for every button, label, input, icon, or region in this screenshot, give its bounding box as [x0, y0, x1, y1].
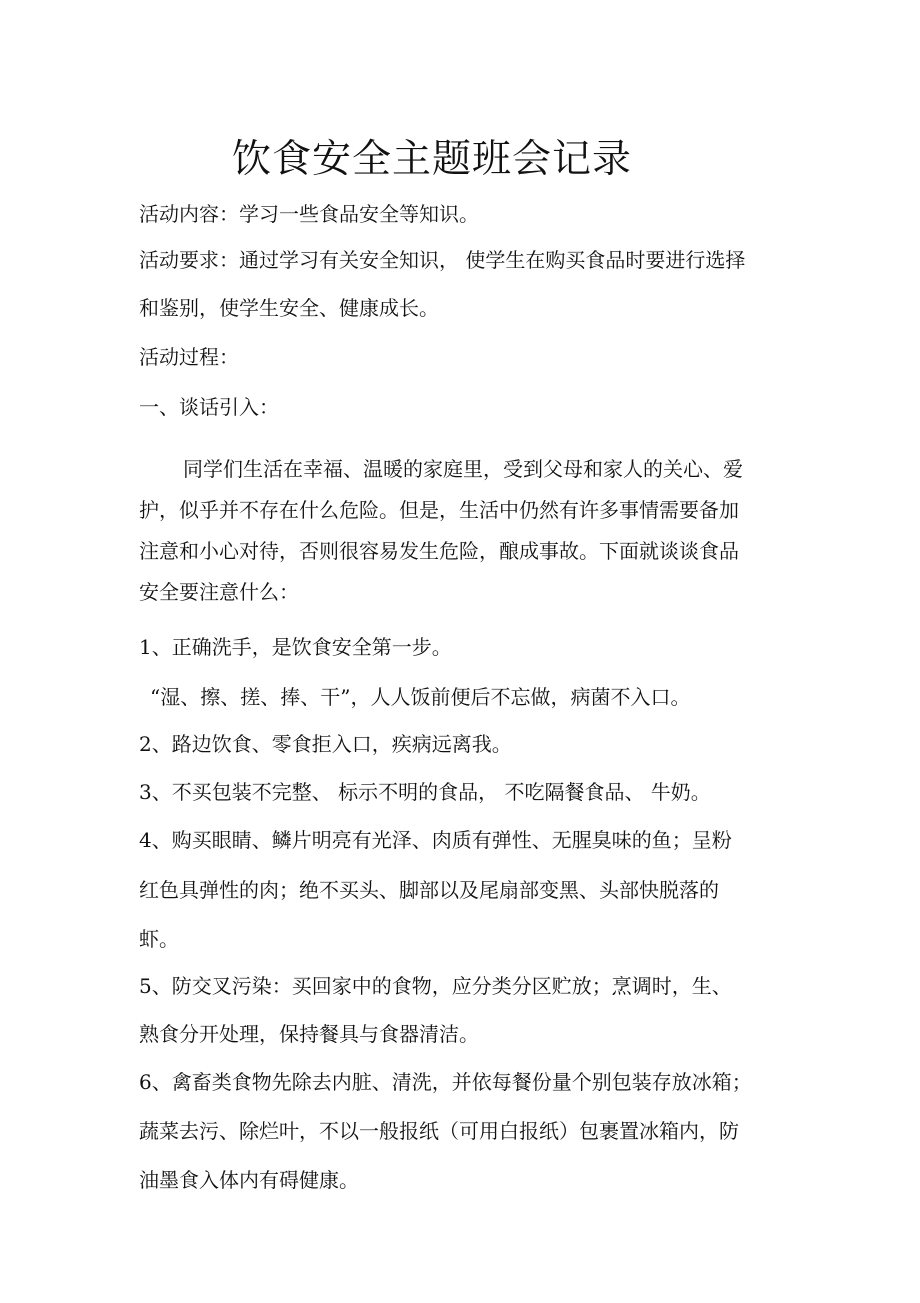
- item-6-line-3: 油墨食入体内有碍健康。: [139, 1168, 359, 1192]
- item-2: 2、路边饮食、零食拒入口，疾病远离我。: [139, 732, 512, 756]
- intro-paragraph-line-3: 注意和小心对待，否则很容易发生危险，酿成事故。下面就谈谈食品: [139, 539, 739, 563]
- item-6-line-1: 6、禽畜类食物先除去内脏、清洗，并依每餐份量个别包装存放冰箱；: [139, 1070, 752, 1094]
- activity-process-heading: 活动过程：: [139, 345, 239, 369]
- item-4-line-3: 虾。: [139, 927, 179, 951]
- activity-requirement-line-1: 活动要求：通过学习有关安全知识， 使学生在购买食品时要进行选择: [139, 248, 746, 272]
- section-1-heading: 一、谈话引入：: [139, 395, 279, 419]
- item-4-line-2: 红色具弹性的肉；绝不买头、脚部以及尾扇部变黑、头部快脱落的: [139, 878, 719, 902]
- item-5-line-1: 5、防交叉污染：买回家中的食物，应分类分区贮放；烹调时，生、: [139, 974, 732, 998]
- document-title: 饮食安全主题班会记录: [232, 137, 633, 182]
- item-1-detail: “湿、擦、搓、捧、干”，人人饭前便后不忘做，病菌不入口。: [150, 685, 691, 709]
- activity-content-line: 活动内容：学习一些食品安全等知识。: [139, 202, 479, 226]
- item-1: 1、正确洗手，是饮食安全第一步。: [139, 635, 452, 659]
- intro-paragraph-line-4: 安全要注意什么：: [139, 580, 299, 604]
- intro-paragraph-line-1: 同学们生活在幸福、温暖的家庭里，受到父母和家人的关心、爱: [183, 457, 743, 481]
- intro-paragraph-line-2: 护，似乎并不存在什么危险。但是，生活中仍然有许多事情需要备加: [139, 498, 739, 522]
- item-5-line-2: 熟食分开处理，保持餐具与食器清洁。: [139, 1022, 479, 1046]
- activity-requirement-line-2: 和鉴别，使学生安全、健康成长。: [139, 296, 439, 320]
- item-4-line-1: 4、购买眼睛、鳞片明亮有光泽、肉质有弹性、无腥臭味的鱼；呈粉: [139, 828, 732, 852]
- item-6-line-2: 蔬菜去污、除烂叶，不以一般报纸（可用白报纸）包裹置冰箱内，防: [139, 1119, 739, 1143]
- item-3: 3、不买包装不完整、 标示不明的食品， 不吃隔餐食品、 牛奶。: [139, 780, 711, 804]
